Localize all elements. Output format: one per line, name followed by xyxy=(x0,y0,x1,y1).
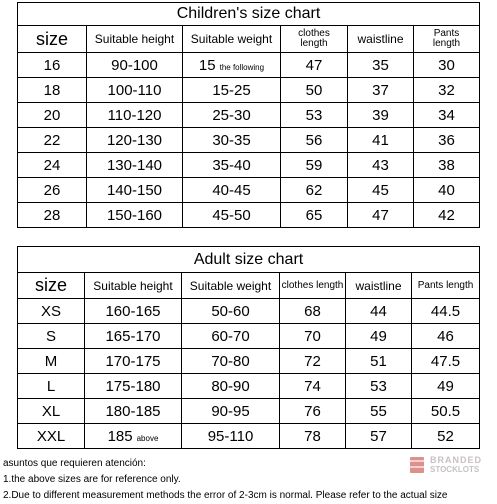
cell-size: L xyxy=(18,374,85,399)
cell-pants-length: 36 xyxy=(414,128,480,153)
header-pants-length xyxy=(414,26,480,53)
table-row xyxy=(18,349,480,374)
cell-size: S xyxy=(18,324,85,349)
table-row xyxy=(18,178,480,203)
children-size-chart xyxy=(17,2,480,228)
cell-height: 160-165 xyxy=(85,299,182,324)
cell-weight-note: the following xyxy=(219,62,265,72)
table-row xyxy=(18,324,480,349)
cell-height xyxy=(85,424,182,449)
cell-clothes-length: 50 xyxy=(281,78,348,103)
cell-height: 110-120 xyxy=(87,103,183,128)
cell-size: 16 xyxy=(18,53,87,78)
cell-pants-length: 52 xyxy=(412,424,480,449)
cell-height: 165-170 xyxy=(85,324,182,349)
branded-stocklots-watermark xyxy=(407,450,493,480)
header-waistline: waistline xyxy=(346,273,412,299)
watermark-text xyxy=(430,456,482,474)
cell-height-value: 185 xyxy=(107,427,133,445)
cell-height: 120-130 xyxy=(87,128,183,153)
cell-size: XL xyxy=(18,399,85,424)
cell-weight: 50-60 xyxy=(182,299,280,324)
cell-size: M xyxy=(18,349,85,374)
cell-weight: 60-70 xyxy=(182,324,280,349)
cell-waistline: 47 xyxy=(348,203,414,228)
cell-height: 130-140 xyxy=(87,153,183,178)
cell-weight: 40-45 xyxy=(183,178,281,203)
cell-pants-length: 40 xyxy=(414,178,480,203)
cell-waistline: 43 xyxy=(348,153,414,178)
table-row xyxy=(18,374,480,399)
cell-pants-length: 38 xyxy=(414,153,480,178)
table-row xyxy=(18,424,480,449)
cell-pants-length: 47.5 xyxy=(412,349,480,374)
cell-clothes-length: 53 xyxy=(281,103,348,128)
note-line: 2.Due to different measurement methods the error of 2-3cm is normal. Please refer to the actual size xyxy=(3,490,448,501)
cell-size: 22 xyxy=(18,128,87,153)
cell-waistline: 39 xyxy=(348,103,414,128)
cell-clothes-length: 72 xyxy=(280,349,346,374)
cell-weight: 30-35 xyxy=(183,128,281,153)
cell-clothes-length: 56 xyxy=(281,128,348,153)
cell-height: 100-110 xyxy=(87,78,183,103)
cell-height: 140-150 xyxy=(87,178,183,203)
cell-weight: 35-40 xyxy=(183,153,281,178)
cell-waistline: 44 xyxy=(346,299,412,324)
cell-weight: 25-30 xyxy=(183,103,281,128)
header-clothes-length-text: clothes length xyxy=(298,28,330,49)
cell-height: 150-160 xyxy=(87,203,183,228)
cell-waistline: 35 xyxy=(348,53,414,78)
header-clothes-length xyxy=(281,26,348,53)
cell-pants-length: 46 xyxy=(412,324,480,349)
table-row xyxy=(18,128,480,153)
cell-size: XXL xyxy=(18,424,85,449)
header-waistline: waistline xyxy=(348,26,414,53)
adult-header-row xyxy=(18,273,480,299)
cell-pants-length: 30 xyxy=(414,53,480,78)
cell-waistline: 45 xyxy=(348,178,414,203)
cell-height: 175-180 xyxy=(85,374,182,399)
cell-weight: 95-110 xyxy=(182,424,280,449)
cell-pants-length: 32 xyxy=(414,78,480,103)
cell-height: 180-185 xyxy=(85,399,182,424)
header-pants-length-text: Pants length xyxy=(432,28,461,49)
cell-waistline: 51 xyxy=(346,349,412,374)
cell-pants-length: 42 xyxy=(414,203,480,228)
cell-clothes-length: 59 xyxy=(281,153,348,178)
header-pants-length: Pants length xyxy=(412,273,480,299)
cell-height: 170-175 xyxy=(85,349,182,374)
cell-clothes-length: 47 xyxy=(281,53,348,78)
cell-waistline: 37 xyxy=(348,78,414,103)
cell-weight: 15-25 xyxy=(183,78,281,103)
table-row xyxy=(18,153,480,178)
cell-size: 24 xyxy=(18,153,87,178)
header-weight: Suitable weight xyxy=(182,273,280,299)
watermark-line2: STOCKLOTS xyxy=(430,465,480,474)
children-header-row xyxy=(18,26,480,53)
cell-pants-length: 44.5 xyxy=(412,299,480,324)
cell-waistline: 41 xyxy=(348,128,414,153)
cell-clothes-length: 65 xyxy=(281,203,348,228)
cell-clothes-length: 70 xyxy=(280,324,346,349)
table-row xyxy=(18,399,480,424)
watermark-line1: BRANDED xyxy=(430,455,482,465)
cell-weight: 80-90 xyxy=(182,374,280,399)
cell-clothes-length: 78 xyxy=(280,424,346,449)
cell-size: XS xyxy=(18,299,85,324)
cell-height: 90-100 xyxy=(87,53,183,78)
table-row xyxy=(18,299,480,324)
cell-clothes-length: 74 xyxy=(280,374,346,399)
header-height: Suitable height xyxy=(87,26,183,53)
note-line: 1.the above sizes are for reference only. xyxy=(3,474,181,485)
cell-pants-length: 49 xyxy=(412,374,480,399)
cell-clothes-length: 62 xyxy=(281,178,348,203)
cell-size: 18 xyxy=(18,78,87,103)
table-row xyxy=(18,53,480,78)
adult-size-chart xyxy=(17,246,480,449)
table-row xyxy=(18,78,480,103)
cell-waistline: 53 xyxy=(346,374,412,399)
cell-weight-value: 15 xyxy=(198,56,216,74)
cell-size: 26 xyxy=(18,178,87,203)
cell-size: 28 xyxy=(18,203,87,228)
header-size: size xyxy=(18,273,85,299)
table-row xyxy=(18,203,480,228)
cell-clothes-length: 76 xyxy=(280,399,346,424)
children-chart-title: Children's size chart xyxy=(18,3,480,26)
cell-pants-length: 34 xyxy=(414,103,480,128)
cell-waistline: 57 xyxy=(346,424,412,449)
cell-weight: 90-95 xyxy=(182,399,280,424)
header-weight: Suitable weight xyxy=(183,26,281,53)
cell-pants-length: 50.5 xyxy=(412,399,480,424)
header-clothes-length: clothes length xyxy=(280,273,346,299)
note-heading: asuntos que requieren atención: xyxy=(3,458,146,469)
cell-size: 20 xyxy=(18,103,87,128)
stocklots-logo-icon xyxy=(407,454,427,476)
header-size: size xyxy=(18,26,87,53)
cell-waistline: 49 xyxy=(346,324,412,349)
cell-weight: 70-80 xyxy=(182,349,280,374)
cell-waistline: 55 xyxy=(346,399,412,424)
cell-weight: 45-50 xyxy=(183,203,281,228)
cell-height-note: above xyxy=(136,433,159,443)
cell-clothes-length: 68 xyxy=(280,299,346,324)
header-height: Suitable height xyxy=(85,273,182,299)
adult-chart-title: Adult size chart xyxy=(18,247,480,273)
cell-weight xyxy=(183,53,281,78)
table-row xyxy=(18,103,480,128)
